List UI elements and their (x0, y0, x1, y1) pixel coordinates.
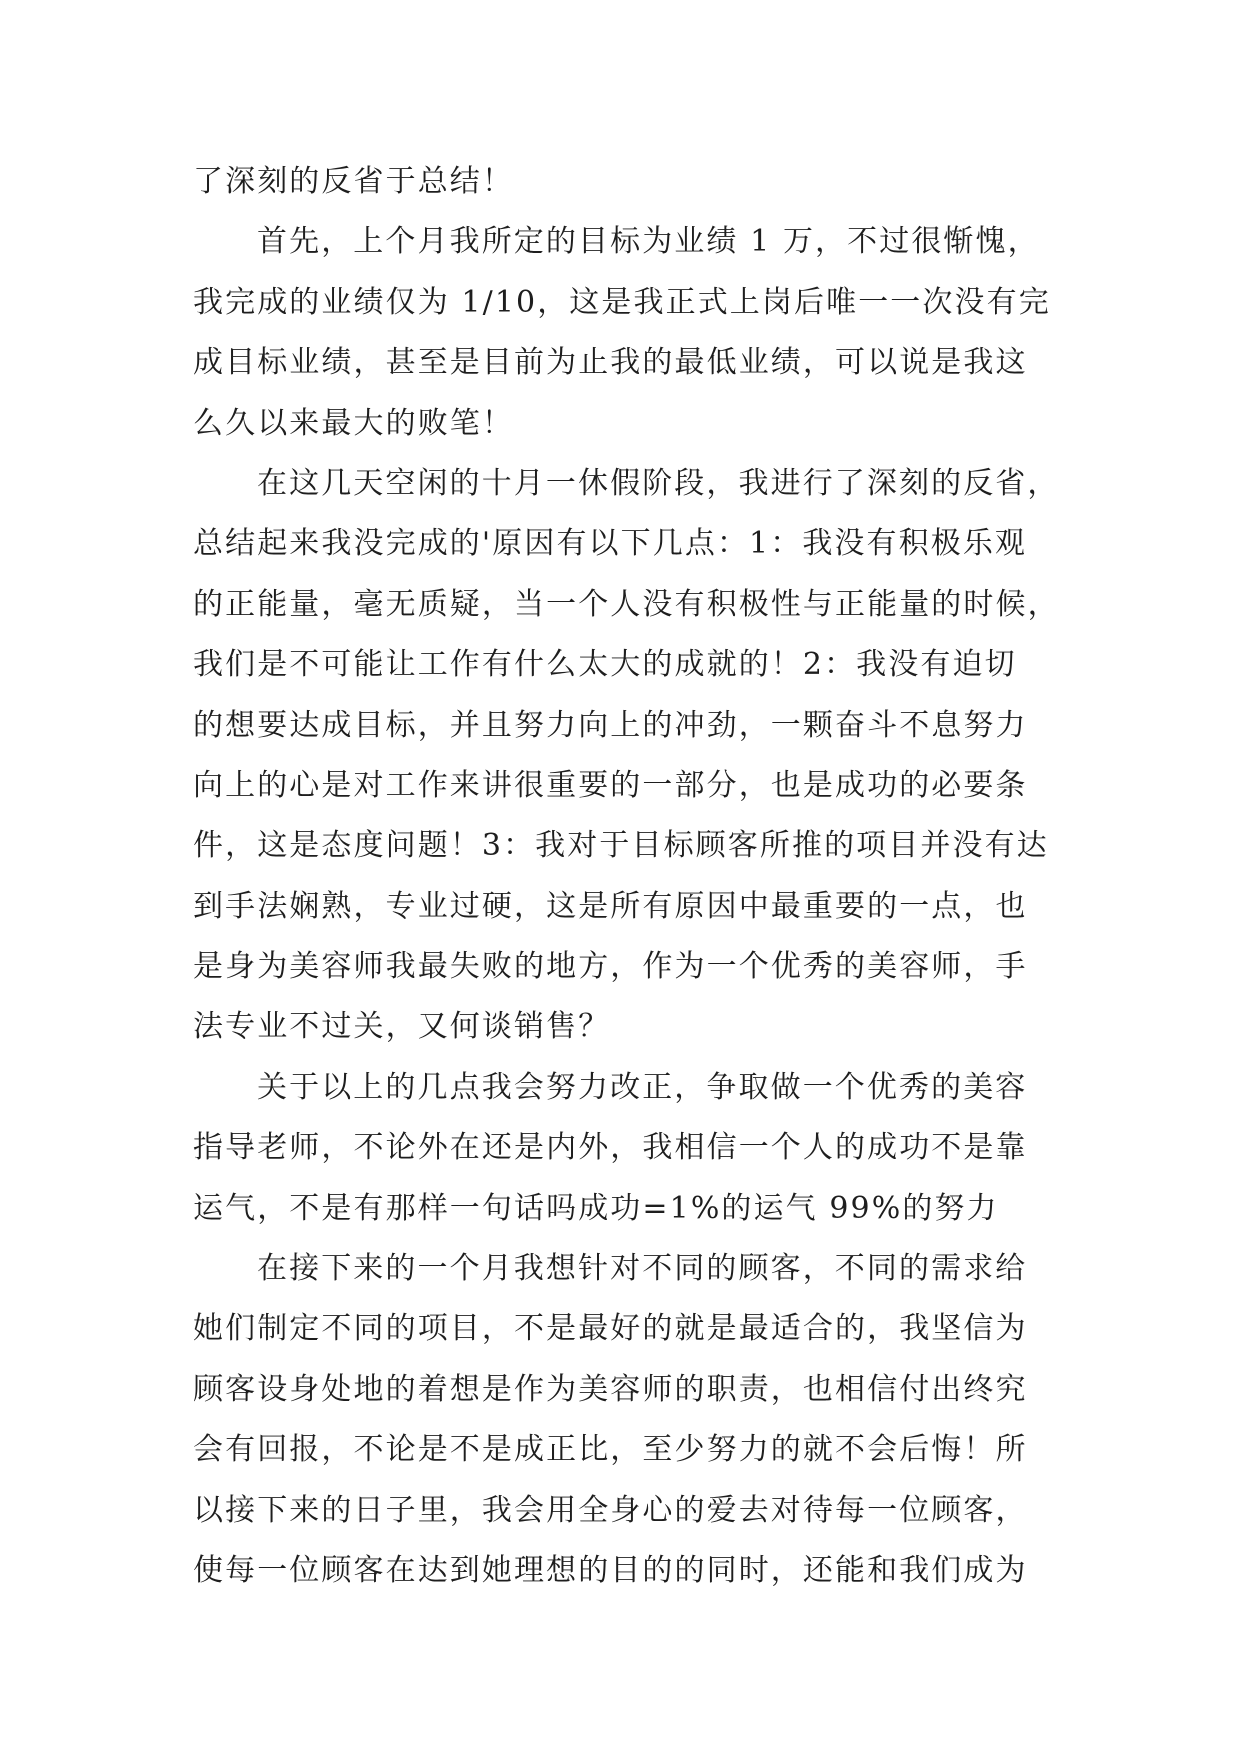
text-line: 她们制定不同的项目，不是最好的就是最适合的，我坚信为 (193, 1311, 1028, 1347)
text-line: 使每一位顾客在达到她理想的目的的同时，还能和我们成为 (193, 1552, 1028, 1588)
text-line: 的想要达成目标，并且努力向上的冲劲，一颗奋斗不息努力 (193, 707, 1028, 743)
text-line: 顾客设身处地的着想是作为美容师的职责，也相信付出终究 (193, 1371, 1028, 1407)
text-line: 总结起来我没完成的'原因有以下几点：1：我没有积极乐观 (193, 526, 1028, 562)
text-line: 指导老师，不论外在还是内外，我相信一个人的成功不是靠 (193, 1130, 1028, 1166)
text-line: 是身为美容师我最失败的地方，作为一个优秀的美容师，手 (193, 949, 1028, 985)
text-line: 以接下来的日子里，我会用全身心的爱去对待每一位顾客， (193, 1492, 1028, 1528)
text-line: 的正能量，毫无质疑，当一个人没有积极性与正能量的时候， (193, 586, 1060, 622)
paragraph-first-line: 在接下来的一个月我想针对不同的顾客，不同的需求给 (257, 1251, 1028, 1287)
document-body (193, 152, 1073, 1601)
text-line: 我们是不可能让工作有什么太大的成就的！2：我没有迫切 (193, 647, 1017, 683)
text-line: 件，这是态度问题！3：我对于目标顾客所推的项目并没有达 (193, 828, 1049, 864)
text-line: 我完成的业绩仅为 1/10，这是我正式上岗后唯一一次没有完 (193, 284, 1051, 320)
text-line: 成目标业绩，甚至是目前为止我的最低业绩，可以说是我这 (193, 345, 1028, 381)
paragraph-first-line: 关于以上的几点我会努力改正，争取做一个优秀的美容 (257, 1069, 1028, 1105)
paragraph-first-line: 在这几天空闲的十月一休假阶段，我进行了深刻的反省， (257, 465, 1060, 501)
text-line: 到手法娴熟，专业过硬，这是所有原因中最重要的一点，也 (193, 888, 1028, 924)
text-line: 么久以来最大的败笔！ (193, 405, 514, 441)
text-line: 了深刻的反省于总结！ (193, 164, 514, 199)
text-line: 运气，不是有那样一句话吗成功=1%的运气 99%的努力 (193, 1190, 999, 1226)
text-line: 向上的心是对工作来讲很重要的一部分，也是成功的必要条 (193, 767, 1028, 803)
text-line: 法专业不过关，又何谈销售？ (193, 1009, 611, 1045)
paragraph-first-line: 首先，上个月我所定的目标为业绩 1 万，不过很惭愧， (257, 224, 1040, 260)
text-line: 会有回报，不论是不是成正比，至少努力的就不会后悔！所 (193, 1432, 1028, 1468)
